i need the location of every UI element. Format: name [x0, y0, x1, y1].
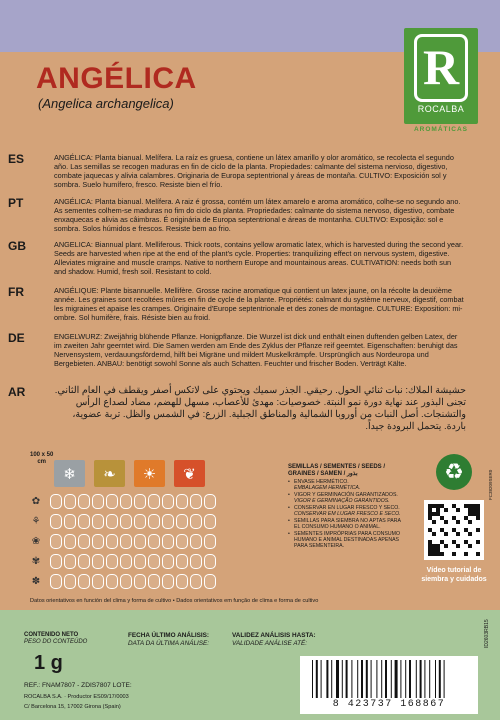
barcode-bar	[416, 660, 417, 698]
reference-code: REF.: FNAM7807 - ZDIS7807 LOTE:	[24, 682, 132, 689]
seed-info-alt: EMBALAGEM HERMÉTICA.	[294, 485, 361, 491]
calendar-month-cell	[204, 514, 216, 529]
barcode-bar	[435, 660, 436, 698]
barcode-bar	[429, 660, 430, 698]
seed-info-main: VIGOR Y GERMINACIÓN GARANTIZADOS.	[294, 492, 398, 498]
calendar-month-cell	[78, 494, 90, 509]
barcode-bars	[310, 660, 468, 698]
seed-heading-2: GRAINES / SAMEN / بذور	[288, 471, 358, 477]
barcode-bar	[336, 660, 339, 698]
barcode-number: 8 423737 168867	[332, 699, 446, 710]
calendar-month-cell	[64, 514, 76, 529]
season-header-icon: ❧	[94, 460, 125, 487]
last-analysis-label-es: FECHA ÚLTIMO ANÁLISIS:	[128, 632, 210, 639]
lang-code: FR	[8, 285, 24, 299]
seed-list	[288, 479, 408, 549]
calendar-month-cell	[50, 534, 62, 549]
barcode-bar	[444, 660, 445, 698]
calendar-month-cell	[148, 574, 160, 589]
barcode-bar	[346, 660, 348, 698]
recycle-icon: ♻	[436, 454, 472, 490]
calendar-month-cell	[78, 554, 90, 569]
calendar-month-cell	[190, 554, 202, 569]
calendar-month-cell	[92, 554, 104, 569]
net-weight: 1 g	[34, 652, 63, 674]
seed-info-item	[288, 479, 408, 491]
calendar-row	[28, 512, 300, 534]
net-content-label-es: CONTENIDO NETO	[24, 632, 79, 638]
calendar-month-cell	[148, 554, 160, 569]
qr-module	[476, 552, 480, 556]
barcode-bar	[391, 660, 392, 698]
seed-info-item	[288, 518, 408, 530]
lang-code: ES	[8, 152, 25, 166]
calendar-row-icon: ⚘	[31, 516, 41, 527]
calendar-row-icon: ✽	[31, 576, 41, 587]
barcode	[300, 656, 478, 714]
calendar-month-cell	[134, 494, 146, 509]
validity-label-pt: VALIDADE ANÁLISE ATÉ:	[232, 640, 308, 647]
barcode-bar	[420, 660, 422, 698]
calendar-month-cell	[120, 574, 132, 589]
calendar-month-cell	[148, 514, 160, 529]
seed-info-item	[288, 492, 408, 504]
barcode-bar	[385, 660, 387, 698]
product-latin-name: (Angelica archangelica)	[38, 96, 174, 111]
calendar-month-cell	[176, 554, 188, 569]
calendar-month-cell	[134, 554, 146, 569]
seed-info-main: CONSERVAR EN LUGAR FRESCO Y SECO.	[294, 505, 400, 511]
brand-tagline: AROMÁTICAS	[413, 126, 469, 133]
barcode-bar	[439, 660, 441, 698]
video-line-1: Vídeo tutorial de	[426, 567, 482, 574]
calendar-footnote: Datos orientativos en función del clima y forma de cultivo • Dados orientativos em função de clima e forma de cultivo	[30, 598, 319, 604]
calendar-month-cell	[106, 494, 118, 509]
lang-text: حشيشة الملاك: نبات ثنائي الحول. رحيقي. الجذر سميك ويحتوي على لاتكس أصفر ويقطف في العام الثاني. تجنى البذور عند نهاية دورة نمو النبتة. خصوصيات: مهدئ للأعصاب، مسهل للهضم، مضاد لصداع الرأس والتشنجات. أصل النبات من أوروبا الشمالية والمناطق الجبلية. الزرع: في الشمس والظل. تربة عضوية، باردة. يتحمل البرودة جيداً.	[54, 385, 466, 432]
lang-text: ANGELICA: Biannual plant. Melliferous. Thick roots, contains yellow aromatic latex, which is harvested during the second year. Seeds are harvested when ripe at the end of the plant's cycle. Properties: tranquilizing effect on nervous system, digestive. Alleviates migraine and muscle cramps. Native to northern Europe and mountainous areas. CULTIVATION: needs both sun and shadow. Humid, fresh soil. Resistant to cold.	[54, 240, 464, 276]
calendar-month-cell	[50, 494, 62, 509]
season-header-icon: ☀	[134, 460, 165, 487]
calendar-month-cell	[106, 534, 118, 549]
net-content-label-pt: PESO DO CONTEÚDO	[24, 639, 88, 645]
calendar-month-cell	[64, 494, 76, 509]
brand-logo	[404, 28, 478, 124]
calendar-month-cell	[190, 574, 202, 589]
vertical-code: ID2603RB15	[484, 619, 490, 648]
calendar-month-cell	[120, 514, 132, 529]
calendar-month-cell	[134, 574, 146, 589]
seed-info-alt: CONSERVAR EM LUGAR FRESCO E SECO.	[294, 511, 401, 517]
calendar-month-cell	[204, 534, 216, 549]
brand-letter-mark: R	[414, 34, 468, 102]
barcode-bar	[321, 660, 322, 698]
season-header-icon: ❦	[174, 460, 205, 487]
season-header-icon: ❄	[54, 460, 85, 487]
producer-info: ROCALBA S.A. · Productor ES09/17/0003	[24, 694, 129, 700]
lang-text: ENGELWURZ: Zweijährig blühende Pflanze. Honigpflanze. Die Wurzel ist dick und enthält einen duftenden gelben Latex, der im zweiten Jahr geerntet wird. Die Samen werden am Ende des Zyklus der Pflanze reif geerntet. Eigenschaften: beruhigt das Nervensystem, verdauungsfördernd, hilft bei Migräne und mildert Muskelkrämpfe. Ursprünglich aus Nordeuropa und Bergebieten. ANBAU: benötigt sowohl Sonne als auch Schatten. Feuchter und frischer Boden. Verträgt Kälte.	[54, 332, 458, 368]
calendar-month-cell	[106, 554, 118, 569]
calendar-month-cell	[176, 574, 188, 589]
calendar-row	[28, 552, 300, 574]
seed-info-main: SEMILLAS PARA SIEMBRA NO APTAS PARA EL CONSUMO HUMANO O ANIMAL.	[294, 518, 401, 530]
calendar-month-cell	[120, 534, 132, 549]
net-content-label	[24, 632, 87, 646]
calendar-month-cell	[92, 574, 104, 589]
calendar-month-cell	[176, 494, 188, 509]
video-tutorial-link[interactable]	[408, 566, 500, 584]
calendar-month-cell	[204, 494, 216, 509]
calendar-month-cell	[162, 494, 174, 509]
calendar-month-cell	[106, 574, 118, 589]
calendar-month-cell	[204, 574, 216, 589]
barcode-bar	[361, 660, 363, 698]
calendar-month-cell	[162, 514, 174, 529]
barcode-bar	[366, 660, 368, 698]
calendar-month-cell	[162, 574, 174, 589]
calendar-month-cell	[204, 554, 216, 569]
calendar-month-cell	[92, 494, 104, 509]
barcode-bar	[331, 660, 332, 698]
calendar-month-cell	[120, 554, 132, 569]
calendar-month-cell	[92, 514, 104, 529]
barcode-bar	[405, 660, 406, 698]
calendar-row-icon: ❀	[31, 536, 41, 547]
seed-info-alt: VIGOR E GERMINAÇÃO GARANTIDOS.	[294, 498, 390, 504]
calendar-row	[28, 532, 300, 554]
barcode-bar	[371, 660, 372, 698]
barcode-bar	[424, 660, 425, 698]
last-analysis-date-label	[128, 632, 209, 648]
seed-info-main: ENVASE HERMÉTICO.	[294, 479, 349, 485]
growing-calendar	[28, 460, 300, 588]
lang-text: ANGÉLIQUE: Plante bisannuelle. Mellifère. Grosse racine aromatique qui contient un latex jaune, on la récolte la deuxième année. Les graines sont recoltées mûres en fin de cycle de la plante. Propriétés: calmant du système nerveux, digestif, combat les migraines et apaise les crampes. Originaire d'Europe septentrionale et des zones de montagne. CULTURE: Exposition: mi-ombre. Sol humifère, frais. Résiste bien au froid.	[54, 286, 464, 322]
seed-heading: SEMILLAS / SEMENTES / SEEDS /	[288, 464, 386, 470]
calendar-month-cell	[190, 494, 202, 509]
plant-size-value: 100 x 50	[30, 452, 54, 458]
validity-label-es: VALIDEZ ANÁLISIS HASTA:	[232, 632, 316, 639]
calendar-month-cell	[64, 534, 76, 549]
seed-info-main: SEMENTES IMPRÓPRIAS PARA CONSUMO HUMANO E ANIMAL DESTINADAS APENAS PARA SEMENTEIRA.	[294, 531, 400, 549]
plant-size-unit: cm	[37, 459, 47, 465]
lang-text: ANGÉLICA: Planta bianual. Melífera. La raíz es gruesa, contiene un látex amarillo y olor aromático, se recolecta el segundo año. Las semillas se recogen maduras en fin de ciclo de la planta. Propiedades: calmante del sistema nervioso, digestivo, combate jaquecas y alivia calambres. Originaria de Europa septentrional y áreas de montaña. CULTIVO: Exposición sol y sombra. Suelo humífero, fresco. Resiste bien el frío.	[54, 153, 454, 189]
barcode-bar	[312, 660, 313, 698]
qr-code[interactable]	[424, 500, 484, 560]
qr-code-pattern	[428, 504, 480, 556]
seed-info-item	[288, 531, 408, 549]
calendar-month-cell	[148, 494, 160, 509]
video-line-2: siembra y cuidados	[421, 576, 487, 583]
barcode-bar	[409, 660, 411, 698]
calendar-month-cell	[78, 534, 90, 549]
calendar-month-cell	[50, 574, 62, 589]
calendar-month-cell	[78, 574, 90, 589]
calendar-month-cell	[134, 514, 146, 529]
seed-info	[288, 464, 408, 549]
lang-code: GB	[8, 239, 26, 253]
calendar-month-cell	[134, 534, 146, 549]
barcode-bar	[376, 660, 377, 698]
lang-code: PT	[8, 196, 24, 210]
analysis-validity-label	[232, 632, 316, 648]
calendar-month-cell	[106, 514, 118, 529]
calendar-month-cell	[64, 554, 76, 569]
barcode-bar	[351, 660, 352, 698]
calendar-month-cell	[92, 534, 104, 549]
lang-code: AR	[8, 385, 26, 399]
product-title: ANGÉLICA	[36, 62, 197, 95]
calendar-row-icon: ✾	[31, 556, 41, 567]
side-code: FC38209SER0	[488, 469, 493, 500]
last-analysis-label-pt: DATA DA ÚLTIMA ANÁLISE:	[128, 640, 210, 647]
lang-text: ANGÉLICA: Planta bianual. Melífera. A raiz é grossa, contém um látex amarelo e aroma aromático, colhe-se no segundo ano. As sementes colhem-se maduras no fim do ciclo da planta. Propriedades: calmante do sistema nervoso, digestivo, combate enxaquecas e alivia as câimbras. É originária de Europa septentrional e áreas de montanha. CULTIVO: Exposição: sol e sombra. Solos húmidos e frescos. Resiste bem ao frio.	[54, 197, 461, 233]
calendar-month-cell	[148, 534, 160, 549]
calendar-month-cell	[162, 554, 174, 569]
barcode-bar	[357, 660, 358, 698]
barcode-bar	[381, 660, 382, 698]
calendar-month-cell	[120, 494, 132, 509]
calendar-month-cell	[190, 534, 202, 549]
calendar-month-cell	[50, 514, 62, 529]
calendar-month-cell	[190, 514, 202, 529]
barcode-bar	[316, 660, 318, 698]
seed-info-item	[288, 505, 408, 517]
calendar-month-cell	[162, 534, 174, 549]
calendar-month-cell	[176, 514, 188, 529]
barcode-bar	[326, 660, 328, 698]
barcode-bar	[342, 660, 343, 698]
calendar-month-cell	[176, 534, 188, 549]
calendar-row	[28, 492, 300, 514]
calendar-month-cell	[64, 574, 76, 589]
calendar-row	[28, 572, 300, 594]
lang-code: DE	[8, 331, 25, 345]
barcode-bar	[395, 660, 398, 698]
barcode-bar	[400, 660, 401, 698]
calendar-row-icon: ✿	[31, 496, 41, 507]
producer-address: C/ Barcelona 15, 17002 Girona (Spain)	[24, 704, 121, 710]
calendar-month-cell	[50, 554, 62, 569]
calendar-month-cell	[78, 514, 90, 529]
brand-name: ROCALBA	[417, 104, 465, 114]
